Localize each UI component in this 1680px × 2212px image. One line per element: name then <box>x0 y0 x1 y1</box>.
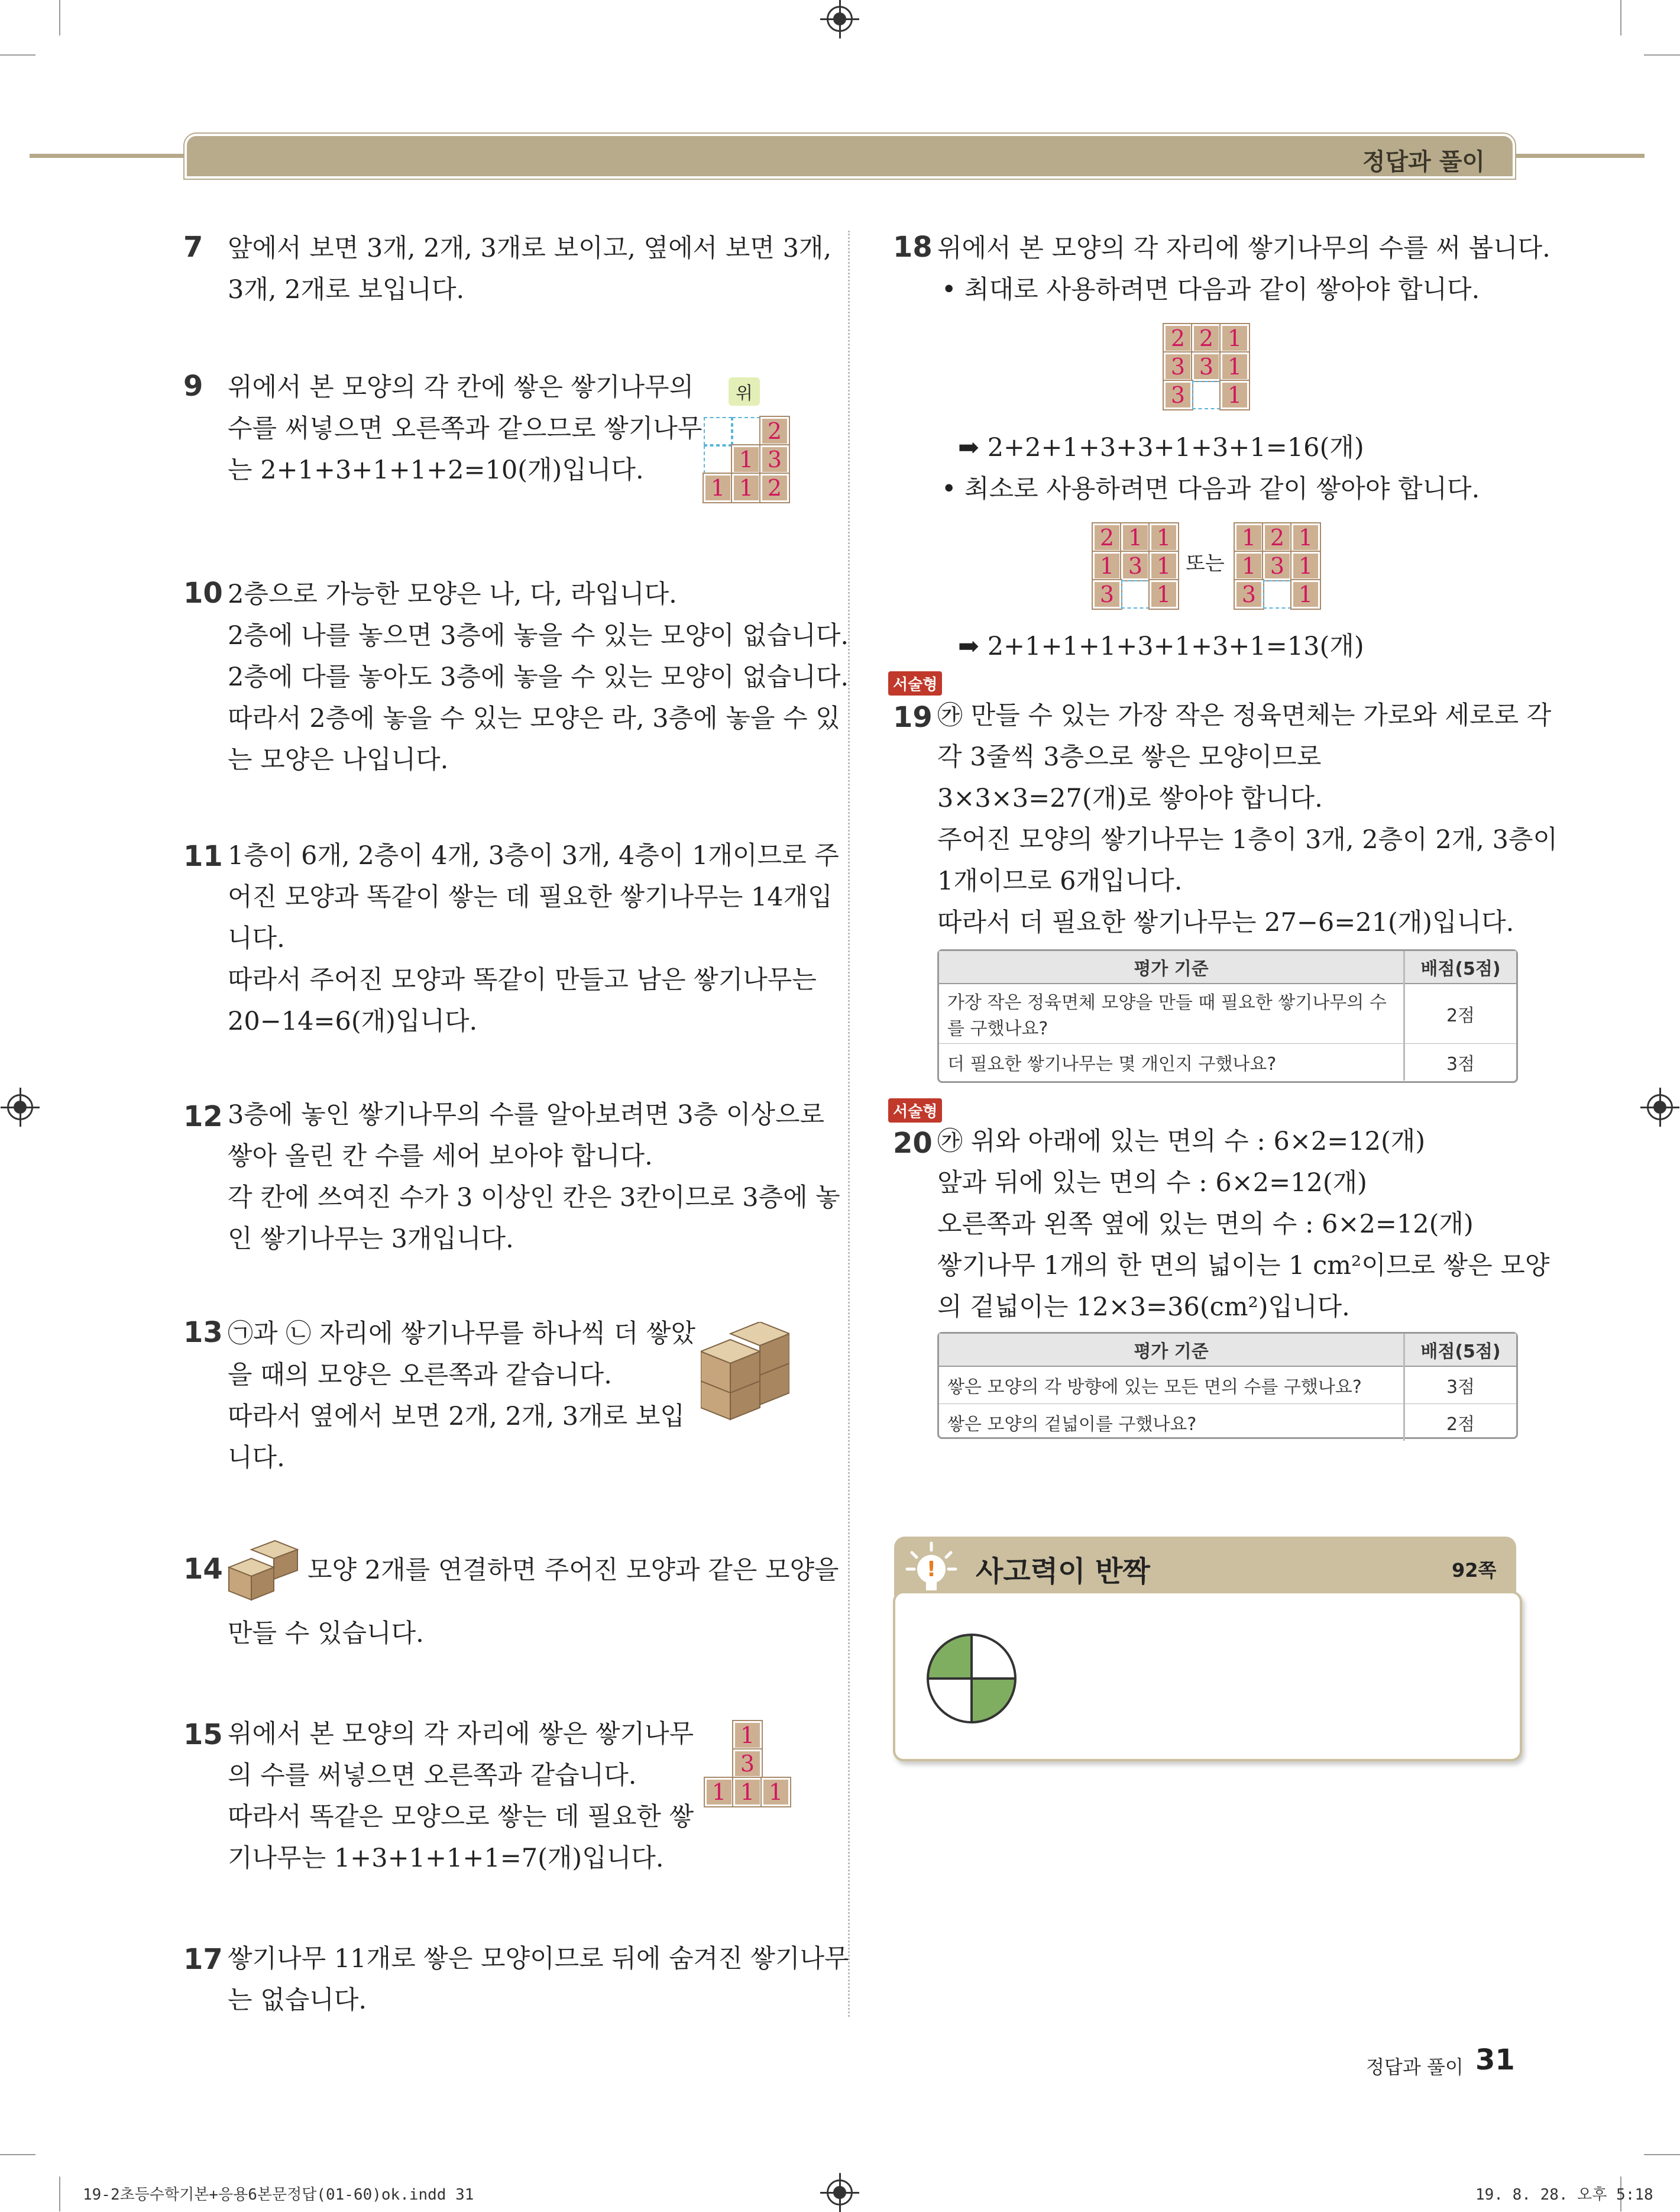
problem-7-text: 앞에서 보면 3개, 2개, 3개로 보이고, 옆에서 보면 3개, 3개, 2개로 보입니다. <box>228 234 832 305</box>
grid-cell <box>1263 580 1291 609</box>
grid-cell: 1 <box>762 1778 790 1806</box>
grid-cell: 3 <box>1164 353 1192 381</box>
crop-mark <box>0 54 35 56</box>
p18-max-grid <box>1164 324 1249 409</box>
registration-mark-icon <box>827 2179 853 2205</box>
svg-text:!: ! <box>926 1557 937 1582</box>
crop-mark <box>59 2177 60 2211</box>
grid-cell: 1 <box>1291 523 1320 552</box>
grid-cell: 2 <box>1093 523 1121 552</box>
grid-cell: 2 <box>1192 324 1221 353</box>
registration-mark-icon <box>827 6 853 32</box>
grid-cell <box>704 445 732 474</box>
grid-cell: 3 <box>1164 381 1192 409</box>
problem-19-text: ㉮ 만들 수 있는 가장 작은 정육면체는 가로와 세로로 각 각 3줄씩 3층으로 쌓은 모양이므로 3×3×3=27(개)로 쌓아야 합니다. 주어진 모양의 쌓기나무는 1층이 3개, 2층이 2개, 3층이 1개이므로 6개입니다. 따라서 더 필요한 쌓기나무는 27−6=21(개)입니다. <box>937 701 1558 937</box>
grid-cell: 2 <box>1164 324 1192 353</box>
table-header-criteria: 평가 기준 <box>939 1334 1404 1366</box>
grid-cell: 1 <box>704 474 732 502</box>
quartered-circle-answer <box>925 1632 1018 1725</box>
grid-cell <box>732 417 760 445</box>
grid-cell: 2 <box>760 417 789 445</box>
header-tab <box>184 134 1515 179</box>
table-header-criteria: 평가 기준 <box>939 951 1404 984</box>
problem-14-text-2: 만들 수 있습니다. <box>228 1619 424 1648</box>
problem-number: 7 <box>183 231 203 264</box>
problem-20-text: ㉮ 위와 아래에 있는 면의 수 : 6×2=12(개) 앞과 뒤에 있는 면의 수 : 6×2=12(개) 오른쪽과 왼쪽 옆에 있는 면의 수 : 6×2=12(개) 쌓기나무 1개의 한 면의 넓이는 1 cm²이므로 쌓은 모양 의 겉넓이는 12×3=36(cm²)입니다. <box>937 1127 1550 1322</box>
p20-score-table <box>939 1334 1516 1441</box>
problem-number: 14 <box>183 1553 223 1586</box>
grid-cell: 3 <box>1235 580 1263 609</box>
grid-cell: 1 <box>705 1778 733 1806</box>
column-divider <box>848 231 850 2017</box>
grid-cell: 1 <box>733 1721 762 1749</box>
crop-mark <box>59 0 60 35</box>
think-box-title: 사고력이 반짝 <box>976 1555 1150 1588</box>
lightbulb-icon <box>905 1541 958 1594</box>
grid-cell: 3 <box>1192 353 1221 381</box>
crop-mark <box>1620 0 1621 35</box>
problem-number: 17 <box>183 1943 223 1976</box>
p18-min-grid-a <box>1093 523 1178 609</box>
problem-10-text: 2층으로 가능한 모양은 나, 다, 라입니다. 2층에 나를 놓으면 3층에 놓을 수 있는 모양이 없습니다. 2층에 다를 놓아도 3층에 놓을 수 있는 모양이 없습니다. 따라서 2층에 놓을 수 있는 모양은 라, 3층에 놓을 수 있 는 모양은 나입니다. <box>228 580 849 775</box>
grid-cell <box>762 1749 790 1778</box>
grid-cell: 3 <box>1093 580 1121 609</box>
problem-number: 13 <box>183 1316 223 1349</box>
problem-17-text: 쌓기나무 11개로 쌓은 모양이므로 뒤에 숨겨진 쌓기나무 는 없습니다. <box>228 1944 849 2015</box>
table-row: 더 필요한 쌓기나무는 몇 개인지 구했나요? 3점 <box>939 1044 1516 1081</box>
grid-cell: 3 <box>760 445 789 474</box>
grid-cell: 3 <box>1121 552 1150 580</box>
problem-14-text: 모양 2개를 연결하면 주어진 모양과 같은 모양을 <box>307 1555 839 1585</box>
p18-min-grid-b <box>1235 523 1320 609</box>
p15-count-grid <box>705 1721 790 1806</box>
problem-number: 20 <box>893 1127 933 1160</box>
problem-number: 10 <box>183 577 223 610</box>
grid-cell: 1 <box>1150 580 1178 609</box>
grid-cell: 2 <box>760 474 789 502</box>
grid-cell: 3 <box>1263 552 1291 580</box>
grid-cell <box>705 1721 733 1749</box>
grid-cell: 1 <box>1121 523 1150 552</box>
problem-15-text: 위에서 본 모양의 각 자리에 쌓은 쌓기나무 의 수를 써넣으면 오른쪽과 같습니다. 따라서 똑같은 모양으로 쌓는 데 필요한 쌓 기나무는 1+3+1+1+1=7(개)입니다. <box>228 1719 694 1873</box>
crop-mark <box>1644 2154 1680 2155</box>
stacked-cubes-image <box>701 1322 789 1422</box>
p19-score-table <box>939 951 1516 1081</box>
grid-cell: 1 <box>1221 324 1249 353</box>
registration-mark-icon <box>7 1094 33 1120</box>
grid-cell: 1 <box>732 445 760 474</box>
grid-cell: 1 <box>1150 552 1178 580</box>
problem-number: 15 <box>183 1718 223 1751</box>
crop-mark <box>0 2154 35 2155</box>
p9-count-grid <box>704 417 789 502</box>
grid-cell <box>1121 580 1150 609</box>
grid-cell: 1 <box>1221 353 1249 381</box>
table-header-score: 배점(5점) <box>1404 1334 1517 1366</box>
grid-cell: 2 <box>1263 523 1291 552</box>
or-label: 또는 <box>1186 552 1225 575</box>
p20-score-table-frame <box>937 1332 1518 1439</box>
table-row: 쌓은 모양의 각 방향에 있는 모든 면의 수를 구했나요? 3점 <box>939 1366 1516 1404</box>
grid-cell <box>705 1749 733 1778</box>
problem-18-sum-max: ➡ 2+2+1+3+3+1+3+1=16(개) <box>958 433 1364 463</box>
essay-tag: 서술형 <box>888 671 942 696</box>
print-file-name: 19-2초등수학기본+응용6본문정답(01-60)ok.indd 31 <box>83 2186 474 2204</box>
grid-cell <box>704 417 732 445</box>
problem-9-text: 위에서 본 모양의 각 칸에 쌓은 쌓기나무의 수를 써넣으면 오른쪽과 같으므로 쌓기나무 는 2+1+3+1+1+2=10(개)입니다. <box>228 373 703 485</box>
grid-cell: 1 <box>1093 552 1121 580</box>
grid-cell: 1 <box>1235 523 1263 552</box>
page-number: 31 <box>1475 2043 1515 2077</box>
problem-18-bullet2: • 최소로 사용하려면 다음과 같이 쌓아야 합니다. <box>941 474 1480 504</box>
problem-18-sum-min: ➡ 2+1+1+1+3+1+3+1=13(개) <box>958 632 1364 661</box>
problem-13-text: ㉠과 ㉡ 자리에 쌓기나무를 하나씩 더 쌓았 을 때의 모양은 오른쪽과 같습니다. 따라서 옆에서 보면 2개, 2개, 3개로 보입 니다. <box>228 1319 696 1473</box>
table-row: 가장 작은 정육면체 모양을 만들 때 필요한 쌓기나무의 수를 구했나요? 2점 <box>939 984 1516 1044</box>
crop-mark <box>1644 54 1680 56</box>
problem-number: 19 <box>893 701 933 734</box>
think-box-page-ref: 92쪽 <box>1452 1559 1497 1582</box>
grid-cell <box>762 1721 790 1749</box>
table-header-score: 배점(5점) <box>1404 951 1517 984</box>
grid-cell: 1 <box>1291 580 1320 609</box>
problem-18-line1: 위에서 본 모양의 각 자리에 쌓기나무의 수를 써 봅니다. <box>937 234 1550 263</box>
grid-cell: 1 <box>1221 381 1249 409</box>
problem-11-text: 1층이 6개, 2층이 4개, 3층이 3개, 4층이 1개이므로 주 어진 모양과 똑같이 쌓는 데 필요한 쌓기나무는 14개입 니다. 따라서 주어진 모양과 똑같이 만들고 남은 쌓기나무는 20−14=6(개)입니다. <box>228 841 839 1036</box>
problem-12-text: 3층에 놓인 쌓기나무의 수를 알아보려면 3층 이상으로 쌓아 올린 칸 수를 세어 보아야 합니다. 각 칸에 쓰여진 수가 3 이상인 칸은 3칸이므로 3층에 놓 인 쌓기나무는 3개입니다. <box>228 1100 840 1254</box>
header-title: 정답과 풀이 <box>1362 148 1485 176</box>
top-view-label: 위 <box>729 377 760 406</box>
p19-score-table-frame <box>937 949 1518 1083</box>
grid-cell: 3 <box>733 1749 762 1778</box>
grid-cell: 1 <box>732 474 760 502</box>
grid-cell: 1 <box>733 1778 762 1806</box>
problem-18-bullet1: • 최대로 사용하려면 다음과 같이 쌓아야 합니다. <box>941 275 1480 305</box>
grid-cell <box>1192 381 1221 409</box>
page-footer-label: 정답과 풀이 <box>1366 2056 1464 2078</box>
problem-number: 12 <box>183 1100 223 1133</box>
two-cube-piece-image <box>228 1538 299 1603</box>
problem-number: 9 <box>183 370 203 403</box>
grid-cell: 1 <box>1235 552 1263 580</box>
problem-number: 18 <box>893 231 933 264</box>
grid-cell: 1 <box>1150 523 1178 552</box>
table-row: 쌓은 모양의 겉넓이를 구했나요? 2점 <box>939 1404 1516 1441</box>
grid-cell: 1 <box>1291 552 1320 580</box>
problem-number: 11 <box>183 840 223 873</box>
registration-mark-icon <box>1647 1094 1673 1120</box>
print-date: 19. 8. 28. 오후 5:18 <box>1475 2186 1653 2204</box>
essay-tag: 서술형 <box>888 1098 942 1123</box>
